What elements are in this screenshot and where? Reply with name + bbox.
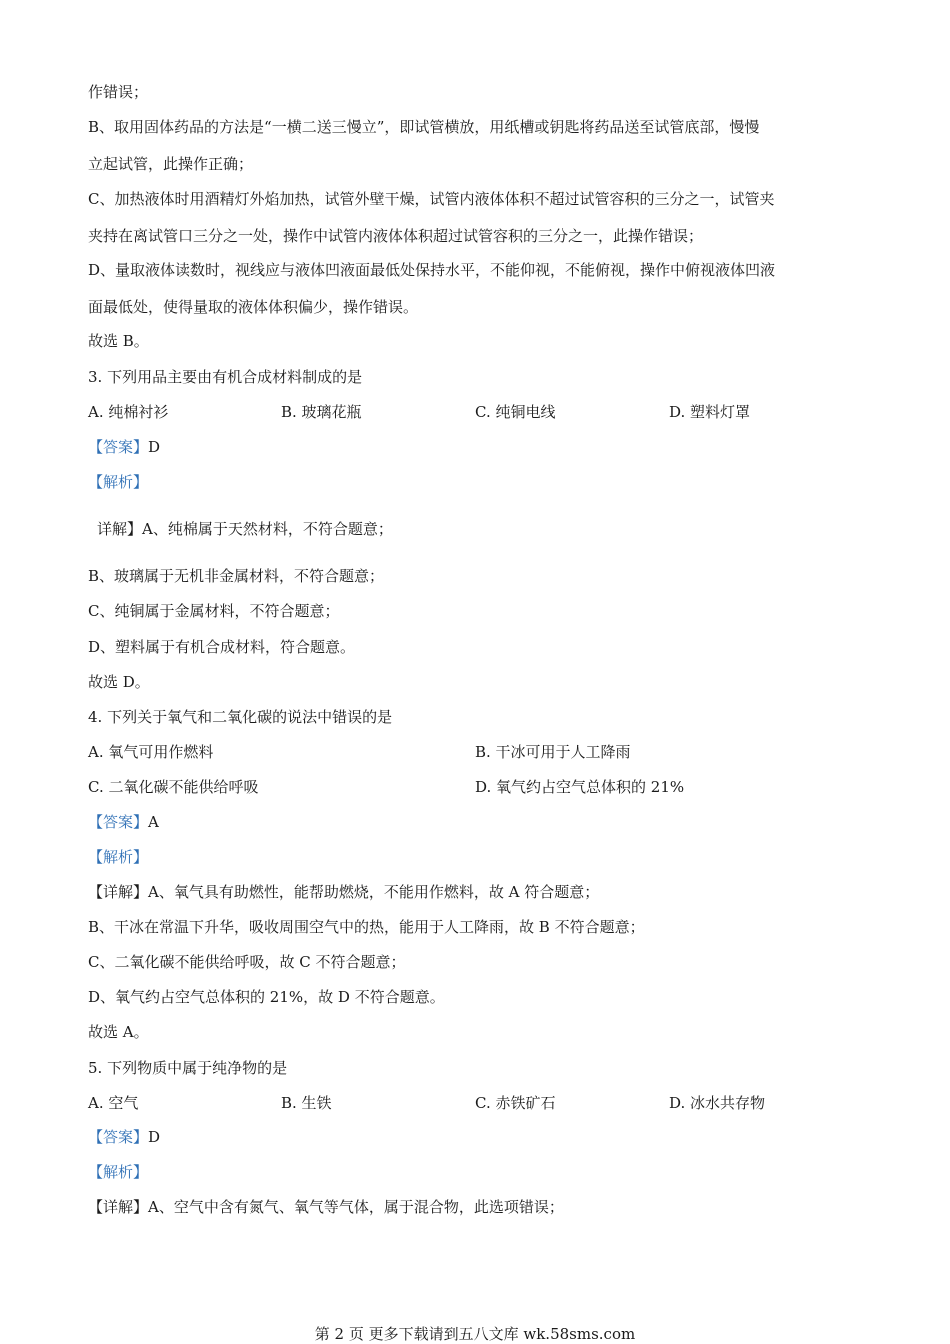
- q3-explain-c: C、纯铜属于金属材料，不符合题意；: [88, 602, 340, 620]
- text-line: 立起试管，此操作正确；: [88, 155, 254, 173]
- q3-option-c: C. 纯铜电线: [475, 403, 556, 421]
- question-3: 3. 下列用品主要由有机合成材料制成的是: [88, 368, 363, 386]
- q3-analysis-tag: 【解析】: [88, 473, 149, 491]
- page-footer: 第 2 页 更多下载请到五八文库 wk.58sms.com: [314, 1325, 636, 1343]
- answer-tag: 【答案】: [88, 438, 149, 456]
- text-line: 故选 B。: [88, 332, 149, 350]
- q5-answer: [88, 1127, 160, 1147]
- q4-option-c: C. 二氧化碳不能供给呼吸: [88, 778, 259, 796]
- q3-explain-b: B、玻璃属于无机非金属材料，不符合题意；: [88, 567, 385, 585]
- q3-answer: [88, 437, 160, 457]
- q3-choose: 故选 D。: [88, 673, 150, 691]
- answer-tag: 【答案】: [88, 1128, 149, 1146]
- q5-analysis-tag: 【解析】: [88, 1163, 149, 1181]
- answer-value: D: [148, 438, 161, 456]
- q3-option-b: B. 玻璃花瓶: [281, 403, 362, 421]
- text-line: D、量取液体读数时，视线应与液体凹液面最低处保持水平，不能仰视，不能俯视，操作中俯视液体凹液: [88, 261, 776, 279]
- q3-option-a: A. 纯棉衬衫: [88, 403, 169, 421]
- q5-option-c: C. 赤铁矿石: [475, 1094, 556, 1112]
- q3-detail: 详解】A、纯棉属于天然材料，不符合题意；: [97, 520, 393, 538]
- q4-explain-c: C、二氧化碳不能供给呼吸，故 C 不符合题意；: [88, 953, 406, 971]
- text-line: 面最低处，使得量取的液体体积偏少，操作错误。: [88, 298, 419, 316]
- answer-tag: 【答案】: [88, 813, 149, 831]
- q5-option-d: D. 冰水共存物: [669, 1094, 766, 1112]
- answer-value: A: [148, 813, 159, 831]
- answer-value: D: [148, 1128, 161, 1146]
- text-line: 夹持在离试管口三分之一处，操作中试管内液体体积超过试管容积的三分之一，此操作错误；: [88, 227, 704, 245]
- q4-analysis-tag: 【解析】: [88, 848, 149, 866]
- question-5: 5. 下列物质中属于纯净物的是: [88, 1059, 288, 1077]
- q4-explain-d: D、氧气约占空气总体积的 21%，故 D 不符合题意。: [88, 988, 445, 1006]
- q4-option-a: A. 氧气可用作燃料: [88, 743, 214, 761]
- q4-detail: 【详解】A、氧气具有助燃性，能帮助燃烧，不能用作燃料，故 A 符合题意；: [88, 883, 600, 901]
- q5-detail: 【详解】A、空气中含有氮气、氧气等气体，属于混合物，此选项错误；: [88, 1198, 564, 1216]
- q4-choose: 故选 A。: [88, 1023, 149, 1041]
- text-line: C、加热液体时用酒精灯外焰加热，试管外壁干燥，试管内液体体积不超过试管容积的三分之一，试管夹: [88, 190, 775, 208]
- q5-option-a: A. 空气: [88, 1094, 139, 1112]
- q5-option-b: B. 生铁: [281, 1094, 332, 1112]
- q3-explain-d: D、塑料属于有机合成材料，符合题意。: [88, 638, 356, 656]
- q4-answer: [88, 812, 159, 832]
- q4-explain-b: B、干冰在常温下升华，吸收周围空气中的热，能用于人工降雨，故 B 不符合题意；: [88, 918, 645, 936]
- q3-option-d: D. 塑料灯罩: [669, 403, 751, 421]
- q4-option-d: D. 氧气约占空气总体积的 21%: [475, 778, 685, 796]
- q4-option-b: B. 干冰可用于人工降雨: [475, 743, 631, 761]
- text-line: 作错误；: [88, 83, 149, 101]
- question-4: 4. 下列关于氧气和二氧化碳的说法中错误的是: [88, 708, 393, 726]
- text-line: B、取用固体药品的方法是“一横二送三慢立”，即试管横放，用纸槽或钥匙将药品送至试管底部，慢慢: [88, 118, 760, 136]
